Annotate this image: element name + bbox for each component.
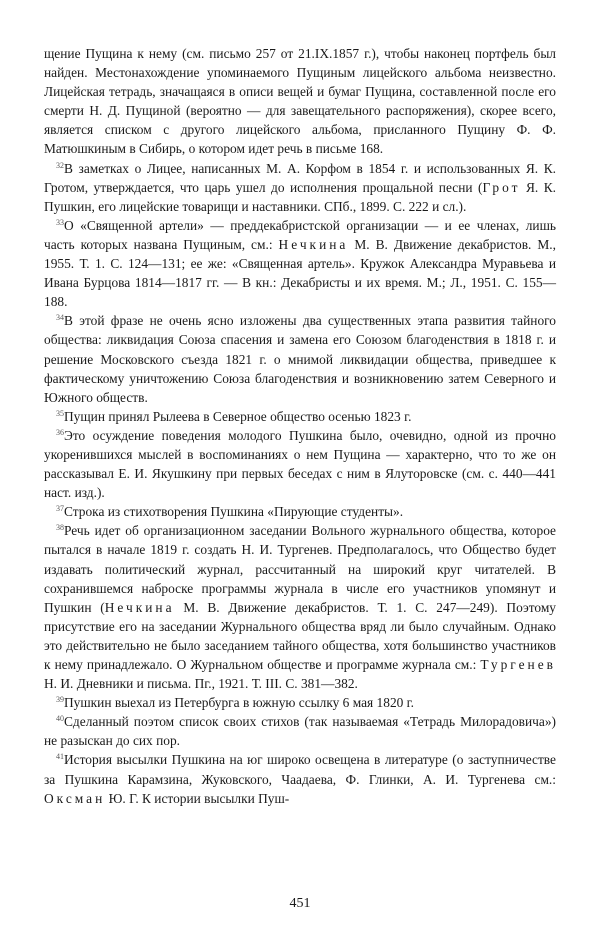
- footnote-number: 33: [56, 217, 64, 227]
- footnote-33: [44, 216, 556, 311]
- footnotes-body: [44, 44, 556, 808]
- footnote-number: 35: [56, 408, 64, 418]
- footnote-number: 36: [56, 427, 64, 437]
- footnote-35: [44, 407, 556, 426]
- page-number: 451: [289, 896, 311, 911]
- text-run: В заметках о Лицее, написанных М. А. Корфом в 1854 г. и использованных Я. К. Гротом, утверждается, что царь ушел до исполнения прощальной песни (: [44, 160, 556, 195]
- footnote-41: [44, 750, 556, 807]
- text-run: В этой фразе не очень ясно изложены два существенных этапа развития тайного общества: ликвидация Союза спасения и замена его Союзом благоденствия в 1818 г. и решение Московского съезда 1821 г. о мнимой ликвидации общества, приведшее к фактическому уничтожению Союза благоденствия и возникновению затем Северного и Южного обществ.: [44, 313, 556, 405]
- footnote-37: [44, 502, 556, 521]
- footnote-32: [44, 159, 556, 216]
- spaced-author-name: Тургенев: [480, 657, 556, 672]
- footnote-39: [44, 693, 556, 712]
- text-run: Ю. Г. К истории высылки Пуш-: [105, 790, 290, 806]
- spaced-author-name: Оксман: [44, 790, 106, 806]
- text-run: История высылки Пушкина на юг широко освещена в литературе (о заступничестве за Пушкина Карамзина, Жуковского, Чаадаева, Ф. Глинки, А. И. Тургенева см.:: [44, 752, 556, 787]
- footnote-40: [44, 712, 556, 750]
- text-run: Н. И. Дневники и письма. Пг., 1921. Т. III. С. 381—382.: [44, 676, 358, 692]
- spaced-author-name: Нечкина: [104, 599, 175, 615]
- text-run: М. В. Движение декабристов. Т. 1. С. 247—249). Поэтому присутствие его на заседании Журнального общества вряд ли было случайным. Однако это действительно не было заседанием тайного общества, хотя большинство участников к нему принадлежало. О Журнальном обществе и программе журнала см.:: [44, 599, 556, 672]
- text-run: Я. К. Пушкин, его лицейские товарищи и наставники. СПб., 1899. С. 222 и сл.).: [44, 179, 556, 214]
- text-run: Речь идет об организационном заседании Вольного журнального общества, которое пытался в начале 1819 г. создать Н. И. Тургенев. Предполагалось, что Общество будет издавать политический журнал, рассчитанный на широкий круг читателей. В сохранившемся наброске программы журнала в числе его участников упомянут и Пушкин (: [44, 523, 556, 615]
- spaced-author-name: Нечкина: [278, 236, 349, 252]
- footnote-number: 41: [56, 752, 64, 762]
- text-run: Строка из стихотворения Пушкина «Пирующие студенты».: [64, 504, 404, 520]
- footnote-number: 32: [56, 160, 64, 170]
- footnote-number: 40: [56, 714, 64, 724]
- footnote-36: [44, 426, 556, 502]
- text-run: Это осуждение поведения молодого Пушкина было, очевидно, одной из прочно укоренившихся мыслей в воспоминаниях о нем Пущина — характерно, что то же он рассказывал Е. И. Якушкину при первых беседах с ним в Ялуторовске (см. с. 440—441 наст. изд.).: [44, 427, 556, 501]
- footnote-number: 37: [56, 504, 64, 514]
- text-run: Пущин принял Рылеева в Северное общество осенью 1823 г.: [64, 408, 412, 424]
- spaced-author-name: Грот: [482, 179, 521, 195]
- text-run: щение Пущина к нему (см. письмо 257 от 21.IX.1857 г.), чтобы наконец портфель был найден. Местонахождение упоминаемого Пущиным лицейского альбома неизвестно. Лицейская тетрадь, значащаяся в описи вещей и бумаг Пущина, составленной после его смерти Н. Д. Пущиной (вероятно — для завещательного распоряжения), скорее всего, является списком с другого лицейского альбома, присланного Пущину Ф. Ф. Матюшкиным в Сибирь, о котором идет речь в письме 168.: [44, 46, 556, 157]
- footnote-34: [44, 311, 556, 406]
- continued-paragraph: [44, 44, 556, 159]
- text-run: Сделанный поэтом список своих стихов (так называемая «Тетрадь Милорадовича») не разыскан до сих пор.: [44, 714, 556, 749]
- footnote-number: 38: [56, 523, 64, 533]
- footnote-number: 34: [56, 313, 64, 323]
- footnote-38: [44, 521, 556, 693]
- text-run: О «Священной артели» — преддекабристской организации — и ее членах, лишь часть которых названа Пущиным, см.:: [44, 217, 556, 252]
- text-run: Пушкин выехал из Петербурга в южную ссылку 6 мая 1820 г.: [64, 695, 415, 711]
- text-run: М. В. Движение декабристов. М., 1955. Т. 1. С. 124—131; ее же: «Священная артель». Кружок Александра Муравьева и Ивана Бурцова 1814—1817 гг. — В кн.: Декабристы и их время. М.; Л., 1951. С. 155—188.: [44, 236, 556, 310]
- footnote-number: 39: [56, 695, 64, 705]
